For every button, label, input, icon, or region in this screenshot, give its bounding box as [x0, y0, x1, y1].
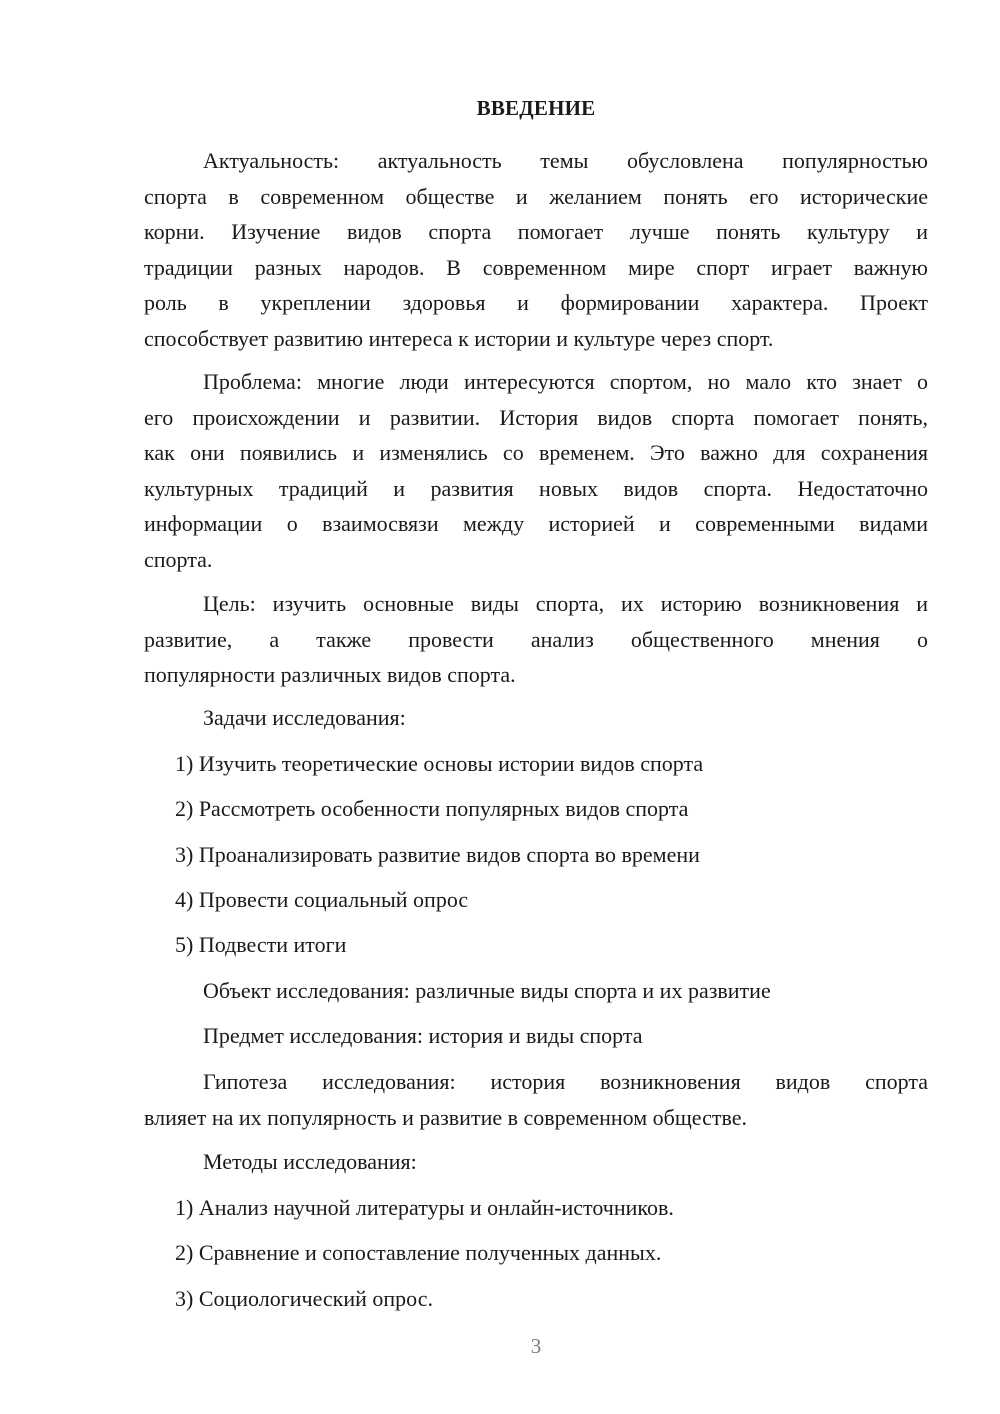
paragraph-line: как они появились и изменялись со временем. Это важно для сохранения — [144, 440, 928, 466]
method-item: 3) Социологический опрос. — [175, 1286, 433, 1311]
task-item: 1) Изучить теоретические основы истории видов спорта — [175, 751, 704, 776]
paragraph-line: информации о взаимосвязи между историей и современными видами — [144, 511, 928, 537]
research-subject: Предмет исследования: история и виды спорта — [203, 1023, 643, 1048]
paragraph-line: корни. Изучение видов спорта помогает лучше понять культуру и — [144, 219, 928, 245]
task-item: 5) Подвести итоги — [175, 932, 347, 957]
hypothesis-paragraph — [144, 1064, 928, 1135]
methods-heading: Методы исследования: — [203, 1149, 417, 1174]
method-item: 2) Сравнение и сопоставление полученных данных. — [175, 1240, 662, 1265]
tasks-heading: Задачи исследования: — [203, 705, 406, 730]
task-item: 2) Рассмотреть особенности популярных видов спорта — [175, 796, 689, 821]
page-number: 3 — [530, 1334, 542, 1358]
paragraph-line: Проблема: многие люди интересуются спортом, но мало кто знает о — [203, 369, 928, 394]
problem-paragraph — [144, 364, 928, 578]
paragraph-line: развитие, а также провести анализ общественного мнения о — [144, 626, 928, 652]
paragraph-line: его происхождении и развитии. История видов спорта помогает понять, — [144, 404, 928, 430]
goal-paragraph — [144, 586, 928, 693]
paragraph-line: способствует развитию интереса к истории и культуре через спорт. — [144, 325, 774, 351]
paragraph-line: традиции разных народов. В современном мире спорт играет важную — [144, 254, 928, 280]
paragraph-line: спорта. — [144, 546, 213, 572]
task-item: 4) Провести социальный опрос — [175, 887, 469, 912]
paragraph-line: спорта в современном обществе и желанием понять его исторические — [144, 183, 928, 209]
paragraph-line: популярности различных видов спорта. — [144, 662, 516, 688]
paragraph-line: культурных традиций и развития новых видов спорта. Недостаточно — [144, 475, 928, 501]
paragraph-line: Цель: изучить основные виды спорта, их историю возникновения и — [203, 591, 928, 616]
page-title: ВВЕДЕНИЕ — [476, 96, 596, 120]
task-item: 3) Проанализировать развитие видов спорта во времени — [175, 842, 700, 867]
paragraph-line: роль в укреплении здоровья и формировании характера. Проект — [144, 290, 928, 316]
research-object: Объект исследования: различные виды спорта и их развитие — [203, 978, 771, 1003]
relevance-paragraph — [144, 143, 928, 357]
method-item: 1) Анализ научной литературы и онлайн-источников. — [175, 1195, 674, 1220]
paragraph-line: Гипотеза исследования: история возникновения видов спорта — [203, 1069, 928, 1094]
paragraph-line: влияет на их популярность и развитие в современном обществе. — [144, 1104, 748, 1130]
paragraph-line: Актуальность: актуальность темы обусловлена популярностью — [203, 148, 928, 173]
